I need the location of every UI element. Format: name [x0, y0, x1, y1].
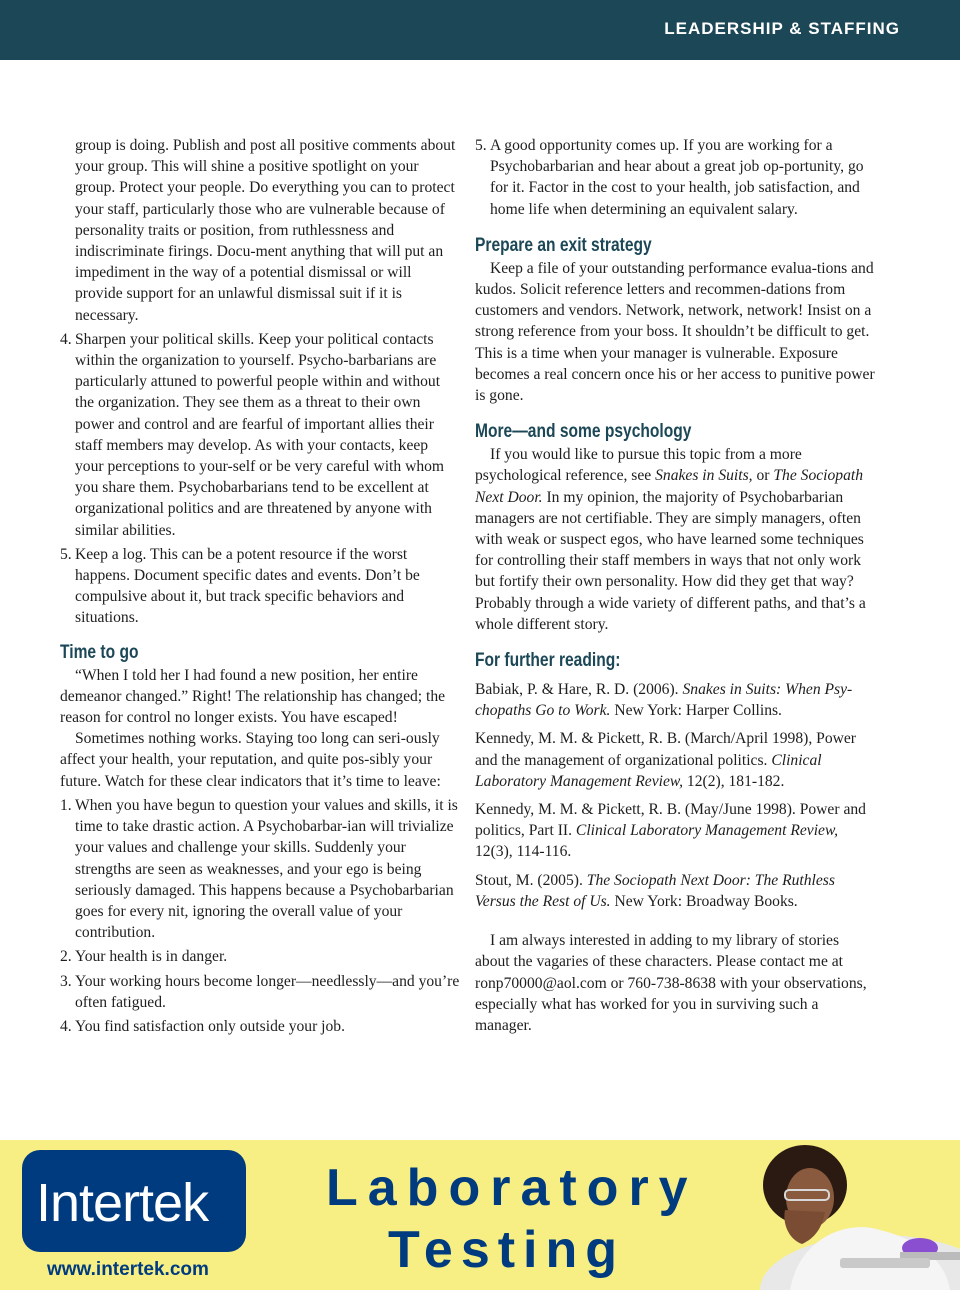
heading-more-psychology: More—and some psychology — [475, 421, 692, 443]
right-column — [475, 135, 875, 1036]
intertek-logo[interactable] — [22, 1150, 246, 1252]
list-item — [60, 544, 460, 629]
intro-paragraph: group is doing. Publish and post all positive comments about your group. This will shine a positive spotlight on your group. Protect your people. Do everything you can to protect your staff, particularly those who are vulnerable because of personality traits or position, from ruthlessness and indiscriminate firings. Docu-ment anything that will put an impediment in the way of a potential dismissal or will provide support for an unlawful dismissal suit if it is necessary. — [75, 137, 456, 324]
ref-title: Clinical Laboratory Management Review, — [475, 751, 822, 790]
ref-text: 12(3), 114-116. — [475, 843, 572, 861]
list-number: 4. — [60, 1017, 72, 1035]
section-title: LEADERSHIP & STAFFING — [664, 19, 900, 38]
author-contact: I am always interested in adding to my library of stories about the vagaries of these characters. Please contact me at ronp70000@aol.com or 760-738-8638 with your observations, especially what has worked for you in surviving such a manager. — [475, 932, 867, 1034]
reference-item — [475, 870, 875, 912]
list-number: 2. — [60, 948, 72, 966]
list-text: Your working hours become longer—needlessly—and you’re often fatigued. — [75, 972, 460, 1011]
list-item — [60, 1016, 460, 1037]
list-text: When you have begun to question your values and skills, it is time to take drastic action. A Psychobarbar-ian will trivialize your values and challenge your skills. Suddenly your strengths are seen as weaknesses, and your ego is being seriously damaged. This happens because a Psychobarbarian goes for every nit, ignoring the overall value of your contribution. — [75, 796, 458, 942]
book-title: The Sociopath Next Door. — [475, 467, 864, 506]
list-number: 3. — [60, 972, 72, 990]
list-item — [60, 946, 460, 967]
time-paragraph-1: “When I told her I had found a new position, her entire demeanor changed.” Right! The relationship has changed; the reason for control no longer exists. You have escaped! — [60, 666, 446, 727]
list-text: Your health is in danger. — [75, 948, 228, 966]
reference-list — [475, 679, 875, 912]
list-item — [60, 971, 460, 1013]
list-text: You find satisfaction only outside your job. — [75, 1017, 345, 1035]
list-item — [60, 795, 460, 943]
psychology-paragraph — [475, 444, 875, 635]
reference-item — [475, 799, 875, 863]
ad-headline-2: Testing — [388, 1221, 626, 1279]
list-item — [60, 329, 460, 541]
time-paragraph-2: Sometimes nothing works. Staying too long can seri-ously affect your health, your reputation, and quite pos-sibly your future. Watch for these clear indicators that it’s time to leave: — [60, 730, 441, 790]
heading-exit-strategy: Prepare an exit strategy — [475, 234, 652, 256]
ref-title: Snakes in Suits: When Psy-chopaths Go to Work. — [475, 681, 853, 720]
tips-list-right — [475, 135, 875, 220]
ref-text: New York: Harper Collins. — [610, 702, 782, 720]
intertek-advertisement[interactable] — [0, 1140, 960, 1290]
psychology-text-or: or — [752, 467, 774, 485]
reference-item — [475, 679, 875, 721]
list-item — [475, 135, 875, 220]
psychology-text-end: In my opinion, the majority of Psychobarbarian managers are not certifiable. They are simply managers, often with weak or suspect egos, who have learned some techniques for controlling their staff members in ways that not only work but fortify their own personality. How did they get that way? Probably through a wide variety of different paths, and that’s a whole different story. — [475, 488, 866, 633]
list-number: 1. — [60, 796, 72, 814]
list-text: Sharpen your political skills. Keep your political contacts within the organization to yourself. Psycho-barbarians are particularly attuned to powerful people within and without the organization. They see them as a threat to their own power and control and are fearful of important allies their staff members may develop. As with your contacts, keep your perceptions to your-self or be very careful with whom you share them. Psychobarbarians tend to be excellent at organizational politics and are threatened by anyone with similar abilities. — [75, 330, 445, 539]
list-text: A good opportunity comes up. If you are working for a Psychobarbarian and hear about a great job op-portunity, go for it. Factor in the cost to your health, job satisfaction, and home life when determining an equivalent salary. — [490, 137, 864, 218]
ad-headline-1: Laboratory — [326, 1159, 698, 1217]
reference-item — [475, 728, 875, 792]
heading-time-to-go: Time to go — [60, 641, 139, 663]
heading-further-reading: For further reading: — [475, 650, 621, 672]
list-number: 5. — [475, 137, 487, 154]
leave-indicators-list — [60, 795, 460, 1037]
page-header — [0, 0, 960, 60]
scientist-photo — [730, 1140, 960, 1290]
ref-text: Kennedy, M. M. & Pickett, R. B. (March/April 1998), Power and the management of organizational politics. — [475, 730, 856, 769]
ref-title: Clinical Laboratory Management Review, — [575, 822, 839, 840]
list-number: 4. — [60, 330, 72, 348]
ref-text: Babiak, P. & Hare, R. D. (2006). — [475, 681, 683, 699]
ref-text: New York: Broadway Books. — [610, 892, 798, 910]
ref-text: Stout, M. (2005). — [475, 871, 587, 889]
exit-paragraph: Keep a file of your outstanding performance evalua-tions and kudos. Solicit reference letters and recommen-dations from customers and vendors. Network, network, network! Insist on a strong reference from your boss. It shouldn’t be difficult to get. This is a time when your manager is vulnerable. Exposure becomes a real concern once his or her access to punitive power is gone. — [475, 259, 875, 405]
logo-wordmark: Intertek — [36, 1173, 209, 1233]
ref-text: Kennedy, M. M. & Pickett, R. B. (May/June 1998). Power and politics, Part II. — [475, 801, 866, 840]
list-text: Keep a log. This can be a potent resource if the worst happens. Document specific dates and events. Don’t be compulsive about it, but track specific behaviors and situations. — [75, 545, 420, 627]
tips-list-continued — [60, 329, 460, 629]
ref-title: The Sociopath Next Door: The Ruthless Versus the Rest of Us. — [475, 871, 835, 910]
psychology-text-start: If you would like to pursue this topic from a more psychological reference, see — [475, 446, 802, 485]
list-number: 5. — [60, 545, 72, 563]
book-title: Snakes in Suits, — [655, 467, 753, 485]
left-column — [60, 135, 460, 1040]
ad-url-link[interactable]: www.intertek.com — [47, 1259, 209, 1280]
ref-text: 12(2), 181-182. — [683, 772, 785, 790]
